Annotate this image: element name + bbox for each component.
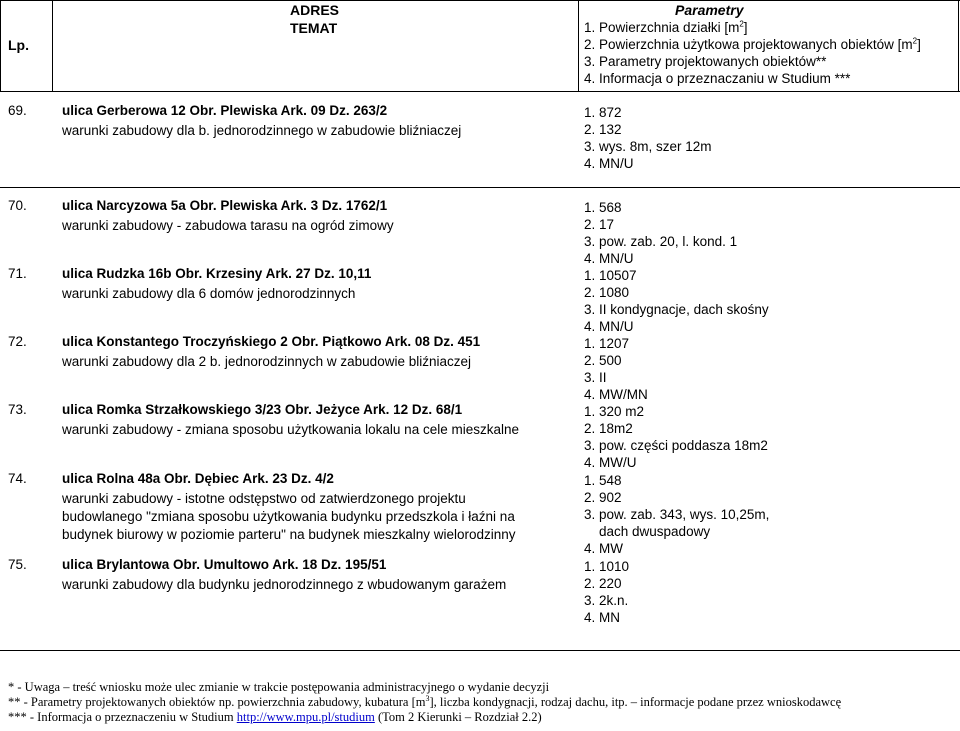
row-parameters — [584, 472, 769, 557]
header-top-rule — [0, 0, 960, 1]
row-description-line: budynek biurowy w poziomie parteru" na budynek mieszkalny wielorodzinny — [62, 527, 516, 542]
footnote-3 — [8, 710, 841, 725]
row-parameters — [584, 403, 768, 471]
row-parameter: 4. MW/U — [584, 455, 637, 470]
row-description-line: warunki zabudowy - zabudowa tarasu na ogród zimowy — [62, 218, 394, 233]
studium-link[interactable]: http://www.mpu.pl/studium — [236, 710, 375, 724]
row-parameter: 4. MN — [584, 610, 621, 625]
row-parameter: 2. 1080 — [584, 285, 630, 300]
row-parameters — [584, 104, 712, 172]
row-parameter: 1. 320 m2 — [584, 404, 645, 419]
row-number: 75. — [8, 557, 27, 572]
header-right-border — [958, 0, 959, 92]
header-param-text: 2. Powierzchnia użytkowa projektowanych obiektów [m — [584, 37, 913, 52]
header-param-tail: ] — [917, 37, 921, 52]
row-address: ulica Gerberowa 12 Obr. Plewiska Ark. 09 Dz. 263/2 — [62, 103, 388, 118]
row-parameter: 3. pow. części poddasza 18m2 — [584, 438, 768, 453]
header-param-item — [584, 36, 921, 53]
row-number: 74. — [8, 471, 27, 486]
row-number: 70. — [8, 198, 27, 213]
row-description — [62, 122, 461, 140]
row-parameter: 4. MN/U — [584, 251, 634, 266]
row-parameter: 3. 2k.n. — [584, 593, 629, 608]
row-address: ulica Konstantego Troczyńskiego 2 Obr. Piątkowo Ark. 08 Dz. 451 — [62, 334, 481, 349]
footnote-3-text-b: (Tom 2 Kierunki – Rozdział 2.2) — [374, 710, 542, 724]
row-description-line: warunki zabudowy - istotne odstępstwo od zatwierdzonego projektu — [62, 491, 466, 506]
row-description — [62, 353, 471, 371]
row-address: ulica Narcyzowa 5a Obr. Plewiska Ark. 3 Dz. 1762/1 — [62, 198, 388, 213]
table-header — [0, 0, 960, 92]
row-description-line: warunki zabudowy dla b. jednorodzinnego w zabudowie bliźniaczej — [62, 123, 462, 138]
header-divider-lp — [52, 0, 53, 92]
footnote-2-text-b: ], liczba kondygnacji, rodzaj dachu, itp. – informacje podane przez wnioskodawcę — [429, 695, 842, 709]
row-parameter: 2. 18m2 — [584, 421, 633, 436]
row-parameter: 3. pow. zab. 343, wys. 10,25m, — [584, 507, 770, 522]
header-temat: TEMAT — [290, 20, 338, 36]
header-param-tail: ] — [743, 20, 748, 35]
row-description — [62, 217, 394, 235]
row-parameter: 1. 1010 — [584, 559, 630, 574]
row-parameter: 2. 220 — [584, 576, 622, 591]
footnote-3-text-a: *** - Informacja o przeznaczeniu w Studium — [8, 710, 237, 724]
row-parameters — [584, 558, 629, 626]
header-param-text: 1. Powierzchnia działki [m — [584, 20, 740, 35]
row-parameter: 3. pow. zab. 20, l. kond. 1 — [584, 234, 738, 249]
row-parameters — [584, 335, 648, 403]
header-param-item — [584, 53, 921, 70]
row-parameter: 2. 132 — [584, 122, 622, 137]
header-bottom-rule — [0, 91, 960, 92]
row-address: ulica Brylantowa Obr. Umultowo Ark. 18 Dz. 195/51 — [62, 557, 387, 572]
row-description — [62, 285, 355, 303]
header-parametry: Parametry — [675, 2, 744, 18]
row-separator — [0, 187, 960, 188]
row-parameter: 2. 902 — [584, 490, 622, 505]
row-parameter: 2. 17 — [584, 217, 615, 232]
row-parameter: 4. MN/U — [584, 319, 634, 334]
header-lp: Lp. — [8, 37, 29, 53]
footnote-2-text-a: ** - Parametry projektowanych obiektów np. powierzchnia zabudowy, kubatura [m — [8, 695, 426, 709]
row-parameter: 4. MW/MN — [584, 387, 648, 402]
row-parameter: 3. II kondygnacje, dach skośny — [584, 302, 769, 317]
row-number: 73. — [8, 402, 27, 417]
header-param-sup: 2 — [912, 36, 918, 46]
header-adres: ADRES — [290, 2, 340, 18]
header-param-text: 3. Parametry projektowanych obiektów** — [584, 54, 827, 69]
row-parameter: 1. 872 — [584, 105, 622, 120]
row-description-line: warunki zabudowy dla 2 b. jednorodzinnych w zabudowie bliźniaczej — [62, 354, 471, 369]
footnote-2 — [8, 695, 841, 710]
row-parameter: 1. 548 — [584, 473, 622, 488]
row-parameter: 1. 10507 — [584, 268, 637, 283]
row-description — [62, 421, 519, 439]
row-number: 69. — [8, 103, 27, 118]
row-number: 72. — [8, 334, 27, 349]
row-parameter: dach dwuspadowy — [584, 524, 711, 539]
row-parameter: 3. II — [584, 370, 607, 385]
row-description — [62, 576, 506, 594]
row-separator — [0, 650, 960, 651]
header-divider-params — [578, 0, 579, 92]
footnote-2-sup: 3 — [425, 693, 430, 703]
row-parameter: 1. 568 — [584, 200, 622, 215]
footnote-1: * - Uwaga – treść wniosku może ulec zmianie w trakcie postępowania administracyjnego o wydanie decyzji — [8, 680, 550, 694]
header-param-text: 4. Informacja o przeznaczaniu w Studium *** — [584, 71, 851, 86]
header-param-list — [584, 19, 921, 87]
footnotes — [8, 680, 841, 725]
row-parameters — [584, 267, 769, 335]
row-description — [62, 490, 516, 544]
header-param-sup: 2 — [739, 19, 744, 29]
row-description-line: warunki zabudowy - zmiana sposobu użytkowania lokalu na cele mieszkalne — [62, 422, 519, 437]
row-number: 71. — [8, 266, 27, 281]
row-parameter: 4. MW — [584, 541, 623, 556]
row-description-line: budowlanego "zmiana sposobu użytkowania budynku przedszkola i łaźni na — [62, 509, 515, 524]
header-left-border — [0, 0, 1, 92]
header-param-item — [584, 70, 921, 87]
row-description-line: warunki zabudowy dla budynku jednorodzinnego z wbudowanym garażem — [62, 577, 507, 592]
header-param-item — [584, 19, 921, 36]
row-parameter: 4. MN/U — [584, 156, 634, 171]
row-parameters — [584, 199, 737, 267]
row-parameter: 1. 1207 — [584, 336, 630, 351]
row-description-line: warunki zabudowy dla 6 domów jednorodzinnych — [62, 286, 356, 301]
row-address: ulica Romka Strzałkowskiego 3/23 Obr. Jeżyce Ark. 12 Dz. 68/1 — [62, 402, 463, 417]
row-address: ulica Rudzka 16b Obr. Krzesiny Ark. 27 Dz. 10,11 — [62, 266, 372, 281]
row-parameter: 2. 500 — [584, 353, 622, 368]
row-parameter: 3. wys. 8m, szer 12m — [584, 139, 712, 154]
row-address: ulica Rolna 48a Obr. Dębiec Ark. 23 Dz. 4/2 — [62, 471, 334, 486]
